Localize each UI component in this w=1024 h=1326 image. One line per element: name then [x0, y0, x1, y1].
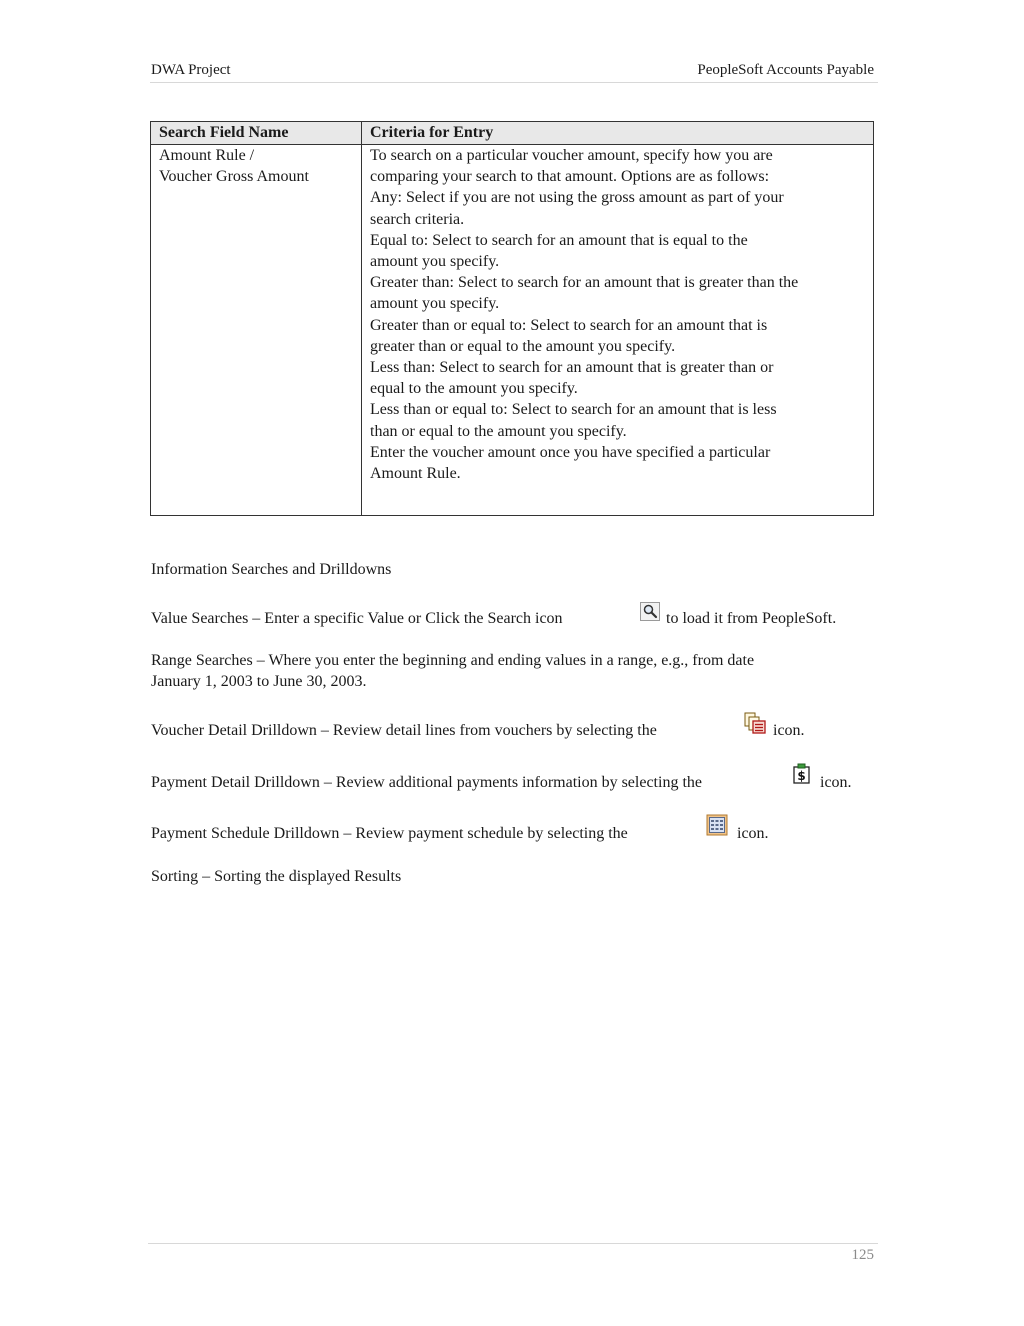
value-searches-text: Value Searches – Enter a specific Value or Click the Search icon: [151, 610, 563, 627]
search-criteria-table: [150, 121, 874, 516]
sorting-text: Sorting – Sorting the displayed Results: [151, 868, 402, 885]
section-title: Information Searches and Drilldowns: [151, 561, 392, 578]
criteria-line: Less than: Select to search for an amount that is greater than or: [370, 359, 774, 377]
search-magnifier-icon[interactable]: [640, 602, 660, 626]
payment-detail-icon[interactable]: [791, 763, 812, 789]
criteria-line: Any: Select if you are not using the gross amount as part of your: [370, 189, 784, 207]
criteria-line: Equal to: Select to search for an amount that is equal to the: [370, 231, 748, 249]
criteria-line: To search on a particular voucher amount, specify how you are: [370, 147, 773, 164]
search-field-name-cell: [151, 145, 362, 516]
criteria-line: Greater than: Select to search for an amount that is greater than the: [370, 274, 799, 292]
page-number: 125: [851, 1247, 874, 1263]
page-footer: [148, 1243, 878, 1263]
voucher-drilldown-text-end: icon.: [773, 722, 805, 739]
header-document-title: PeopleSoft Accounts Payable: [697, 62, 874, 78]
criteria-line: comparing your search to that amount. Options are as follows:: [370, 168, 770, 186]
schedule-drilldown-text: Payment Schedule Drilldown – Review payment schedule by selecting the: [151, 825, 628, 842]
criteria-line: Enter the voucher amount once you have specified a particular: [370, 443, 771, 461]
payment-drilldown-text: Payment Detail Drilldown – Review additional payments information by selecting the: [151, 774, 702, 791]
payment-drilldown-text-end: icon.: [820, 774, 852, 791]
header-project-name: DWA Project: [151, 62, 231, 78]
criteria-cell: [362, 145, 874, 516]
criteria-line: Amount Rule.: [370, 465, 461, 483]
table-row: [151, 145, 874, 516]
criteria-line: greater than or equal to the amount you specify.: [370, 337, 676, 355]
criteria-line: amount you specify.: [370, 253, 500, 271]
criteria-line: amount you specify.: [370, 295, 500, 313]
voucher-drilldown-text: Voucher Detail Drilldown – Review detail lines from vouchers by selecting the: [151, 722, 657, 739]
criteria-line: than or equal to the amount you specify.: [370, 422, 627, 440]
svg-text:$: $: [797, 769, 806, 783]
criteria-line: equal to the amount you specify.: [370, 380, 578, 398]
column-header-criteria: Criteria for Entry: [362, 122, 874, 145]
table-header-row: [151, 122, 874, 145]
criteria-line: search criteria.: [370, 210, 465, 228]
schedule-drilldown-text-end: icon.: [737, 825, 769, 842]
criteria-line: Greater than or equal to: Select to search for an amount that is: [370, 316, 768, 334]
page-header: [150, 60, 878, 83]
field-name-line: Amount Rule /: [159, 147, 255, 164]
criteria-line: Less than or equal to: Select to search for an amount that is less: [370, 401, 777, 419]
field-name-line: Voucher Gross Amount: [159, 168, 309, 186]
payment-schedule-icon[interactable]: [706, 814, 728, 841]
range-searches-line: January 1, 2003 to June 30, 2003.: [151, 673, 367, 690]
range-searches-line: Range Searches – Where you enter the beginning and ending values in a range, e.g., from date: [151, 652, 755, 669]
column-header-search-field: Search Field Name: [151, 122, 362, 145]
voucher-detail-icon[interactable]: [744, 712, 766, 739]
value-searches-text-end: to load it from PeopleSoft.: [666, 610, 837, 627]
